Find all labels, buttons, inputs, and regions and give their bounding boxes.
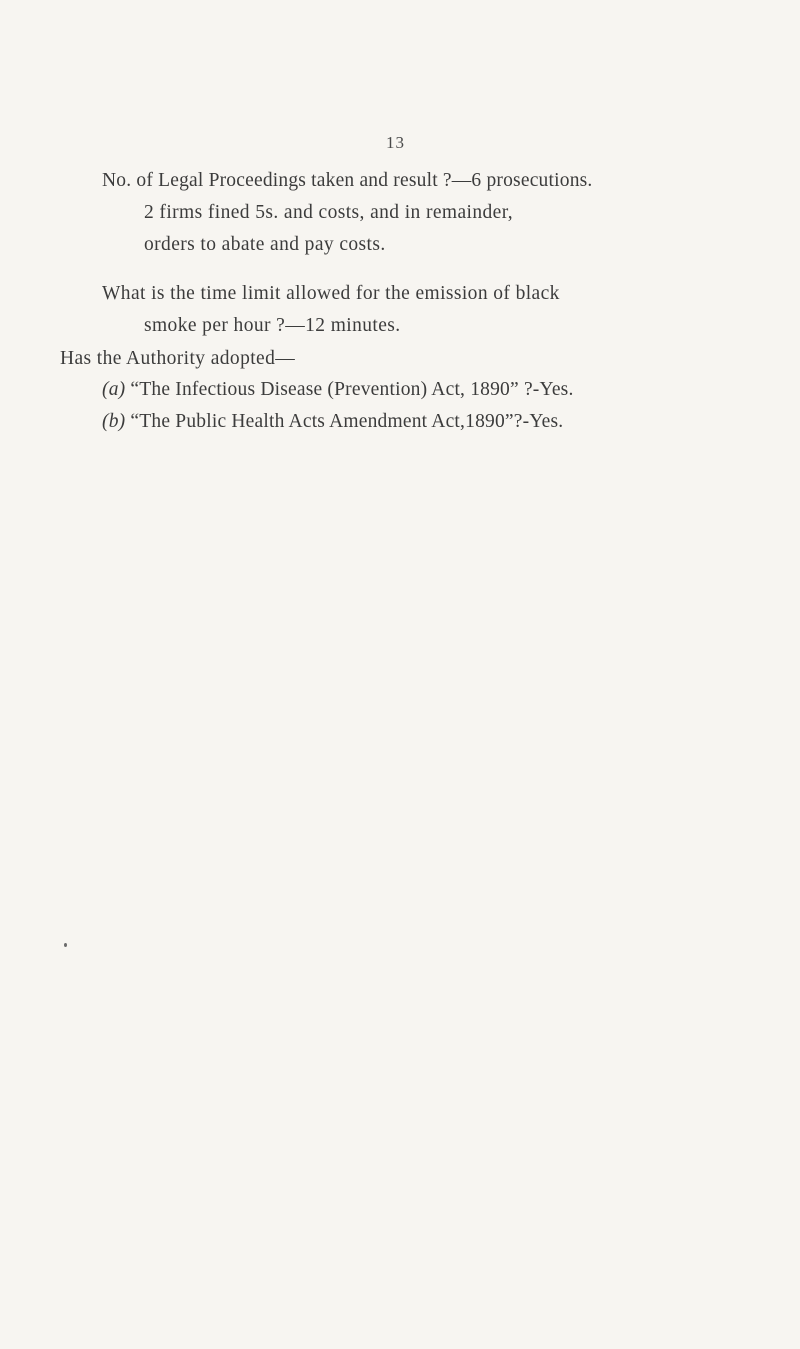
smoke-per-hour-line: smoke per hour ?—12 minutes.	[144, 315, 401, 336]
list-marker: (b)	[102, 411, 126, 432]
list-marker: (a)	[102, 379, 126, 400]
firms-fined-line: 2 firms fined 5s. and costs, and in remainder,	[144, 202, 514, 223]
abate-costs-line: orders to abate and pay costs.	[144, 234, 386, 255]
legal-proceedings-line: No. of Legal Proceedings taken and result ?—6 prosecutions.	[102, 170, 593, 191]
paper-speck	[64, 943, 67, 947]
list-item-public-health-act	[102, 410, 563, 434]
authority-adopted-heading: Has the Authority adopted—	[60, 348, 296, 369]
list-item-text: “The Infectious Disease (Prevention) Act, 1890” ?-Yes.	[130, 379, 574, 400]
page-number: 13	[386, 133, 405, 152]
list-item-infectious-disease-act	[102, 378, 574, 402]
list-item-text: “The Public Health Acts Amendment Act,1890”?-Yes.	[130, 411, 564, 432]
time-limit-question-line: What is the time limit allowed for the emission of black	[102, 283, 560, 304]
